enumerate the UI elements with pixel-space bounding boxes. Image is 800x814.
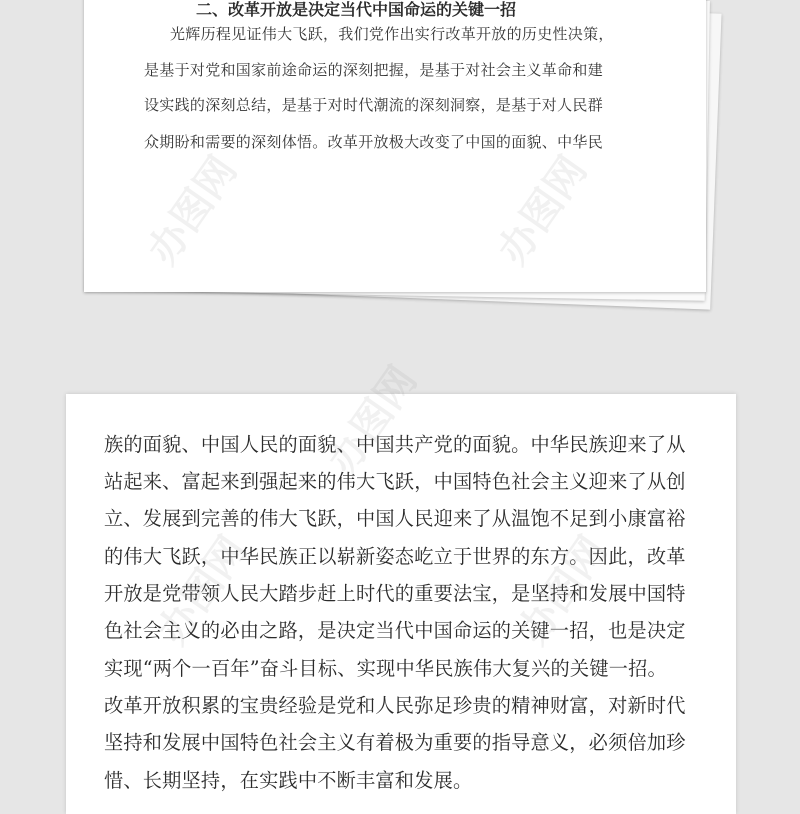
paragraph-line: 改革开放积累的宝贵经验是党和人民弥足珍贵的精神财富，对新时代 (104, 694, 686, 717)
paragraph-line: 光辉历程见证伟大飞跃，我们党作出实行改革开放的历史性决策， (170, 25, 614, 43)
paragraph-line: 的伟大飞跃，中华民族正以崭新姿态屹立于世界的东方。因此，改革 (104, 545, 686, 568)
paragraph-line: 族的面貌、中国人民的面貌、中国共产党的面貌。中华民族迎来了从 (104, 433, 686, 456)
paragraph-line: 坚持和发展中国特色社会主义有着极为重要的指导意义，必须倍加珍 (104, 731, 686, 754)
paper-sheet-second (66, 394, 736, 814)
paper-sheet-front (84, 0, 706, 292)
paragraph-line: 设实践的深刻总结，是基于对时代潮流的深刻洞察，是基于对人民群 (144, 96, 604, 114)
section-heading: 二、改革开放是决定当代中国命运的关键一招 (196, 0, 517, 19)
paragraph-line: 实现“两个一百年”奋斗目标、实现中华民族伟大复兴的关键一招。 (104, 657, 667, 680)
paragraph-line: 开放是党带领人民大踏步赶上时代的重要法宝，是坚持和发展中国特 (104, 582, 686, 605)
document-stack-top (84, 0, 720, 300)
paragraph-line: 立、发展到完善的伟大飞跃，中国人民迎来了从温饱不足到小康富裕 (104, 507, 686, 530)
paragraph-line: 是基于对党和国家前途命运的深刻把握，是基于对社会主义革命和建 (144, 61, 604, 79)
paragraph-line: 色社会主义的必由之路，是决定当代中国命运的关键一招，也是决定 (104, 619, 686, 642)
paragraph-line: 惜、长期坚持，在实践中不断丰富和发展。 (104, 769, 473, 792)
paragraph-line: 众期盼和需要的深刻体悟。改革开放极大改变了中国的面貌、中华民 (144, 133, 604, 151)
paragraph-line: 站起来、富起来到强起来的伟大飞跃，中国特色社会主义迎来了从创 (104, 470, 686, 493)
